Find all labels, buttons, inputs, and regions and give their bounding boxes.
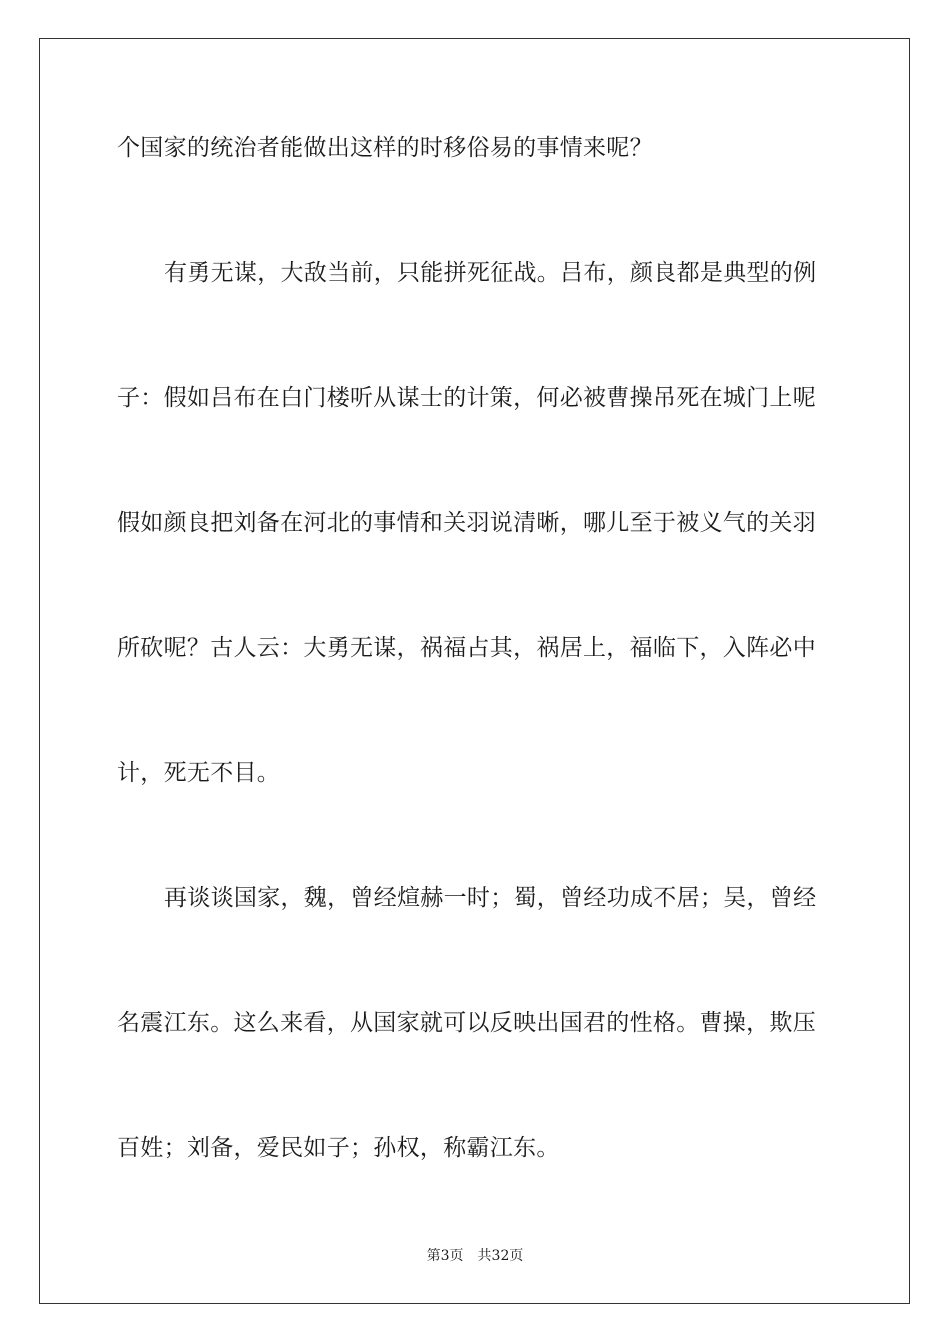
paragraph-line-9: 百姓；刘备，爱民如子；孙权，称霸江东。 xyxy=(117,1135,560,1161)
paragraph-line-6: 计，死无不目。 xyxy=(117,760,281,786)
paragraph-line-8: 名震江东。这么来看，从国家就可以反映出国君的性格。曹操，欺压 xyxy=(117,1010,816,1036)
paragraph-line-4: 假如颜良把刘备在河北的事情和关羽说清晰，哪儿至于被义气的关羽 xyxy=(117,510,816,536)
paragraph-line-1: 个国家的统治者能做出这样的时移俗易的事情来呢？ xyxy=(117,135,653,161)
page-total: 共32页 xyxy=(477,1248,524,1264)
paragraph-line-2: 有勇无谋，大敌当前，只能拼死征战。吕布，颜良都是典型的例 xyxy=(164,260,817,286)
paragraph-line-3: 子：假如吕布在白门楼听从谋士的计策，何必被曹操吊死在城门上呢 xyxy=(117,385,816,411)
page-footer xyxy=(0,1246,950,1266)
page-number: 第3页 xyxy=(426,1248,464,1264)
paragraph-line-7: 再谈谈国家，魏，曾经煊赫一时；蜀，曾经功成不居；吴，曾经 xyxy=(164,885,817,911)
paragraph-line-5: 所砍呢？古人云：大勇无谋，祸福占其，祸居上，福临下，入阵必中 xyxy=(117,635,816,661)
page-border xyxy=(39,38,910,1304)
